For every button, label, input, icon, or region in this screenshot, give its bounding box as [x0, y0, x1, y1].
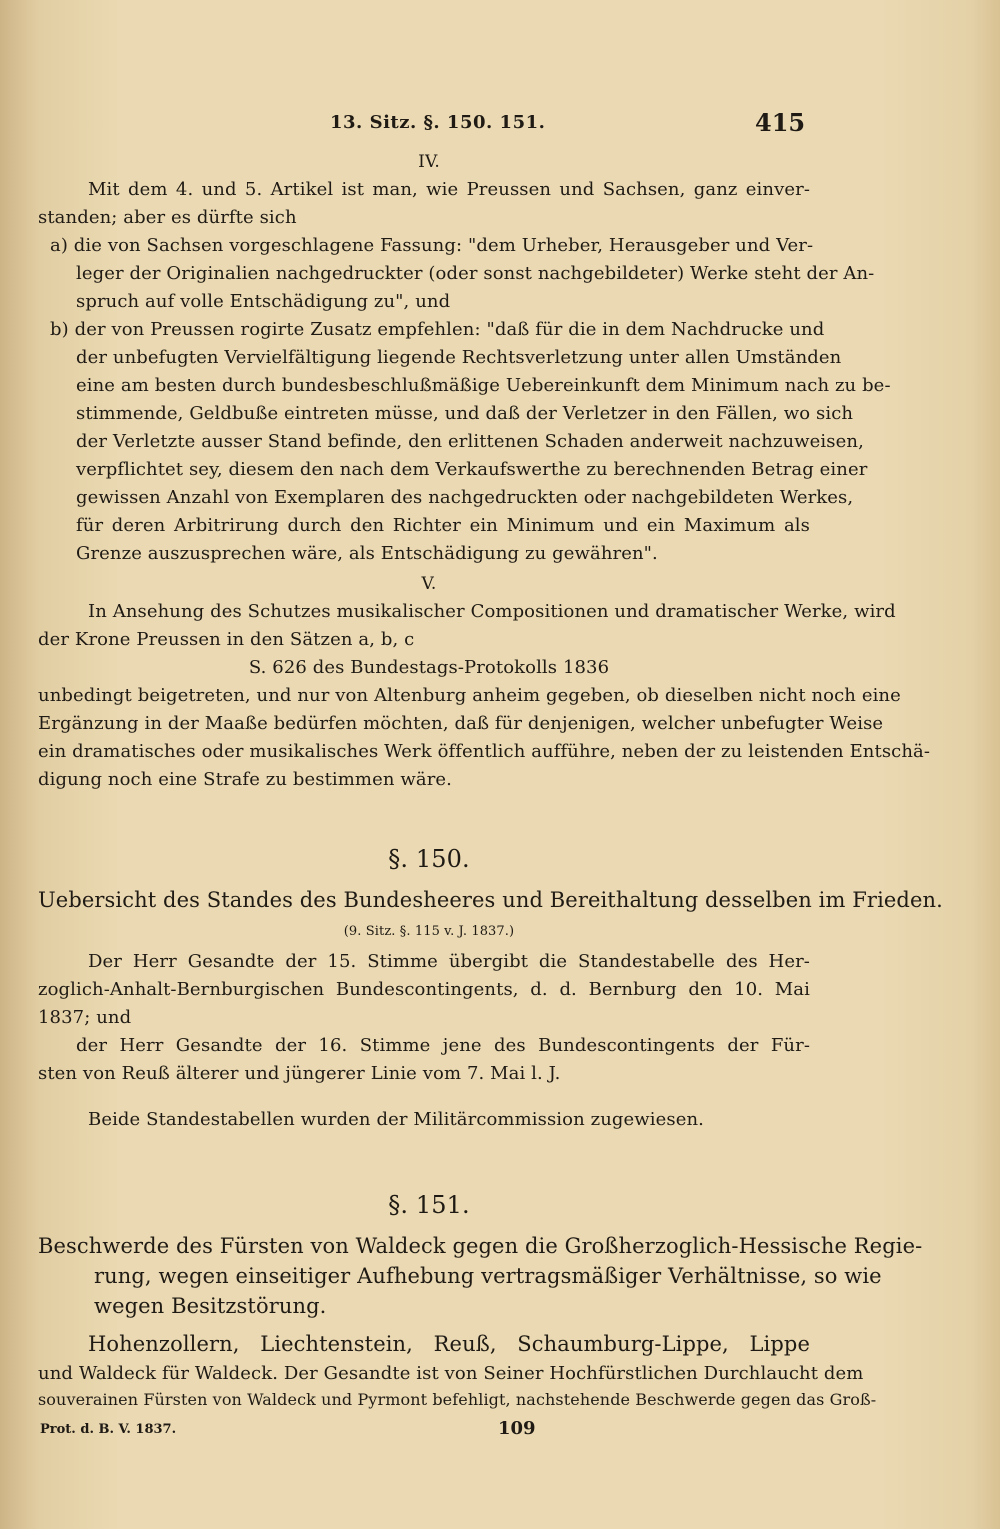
text-line: gewissen Anzahl von Exemplaren des nachgedruckten oder nachgebildeten Werkes,: [76, 487, 854, 508]
section-reference: (9. Sitz. §. 115 v. J. 1837.): [343, 924, 515, 939]
text-line: leger der Originalien nachgedruckter (oder sonst nachgebildeter) Werke steht der An-: [76, 263, 875, 284]
running-head: [0, 108, 1000, 142]
text-line: und Waldeck für Waldeck. Der Gesandte ist von Seiner Hochfürstlichen Durchlaucht dem: [38, 1363, 864, 1384]
text-line: Mit dem 4. und 5. Artikel ist man, wie Preussen und Sachsen, ganz einver-: [88, 179, 810, 200]
text-line: unbedingt beigetreten, und nur von Altenburg anheim gegeben, ob dieselben nicht noch eine: [38, 685, 901, 706]
section-numeral: IV.: [418, 152, 440, 172]
text-line: stimmende, Geldbuße eintreten müsse, und daß der Verletzer in den Fällen, wo sich: [76, 403, 854, 424]
text-line: 1837; und: [38, 1007, 132, 1028]
text-line: standen; aber es dürfte sich: [38, 207, 297, 228]
section-title: Beschwerde des Fürsten von Waldeck gegen die Großherzoglich-Hessische Regie-: [38, 1234, 923, 1258]
text-line: Hohenzollern, Liechtenstein, Reuß, Schaumburg-Lippe, Lippe: [88, 1332, 810, 1356]
text-line: Beide Standestabellen wurden der Militärcommission zugewiesen.: [88, 1109, 704, 1130]
text-line: der Verletzte ausser Stand befinde, den erlittenen Schaden anderweit nachzuweisen,: [76, 431, 864, 452]
page-number: 415: [755, 108, 806, 137]
text-line: eine am besten durch bundesbeschlußmäßige Uebereinkunft dem Minimum nach zu be-: [76, 375, 891, 396]
sheet-number: 109: [498, 1418, 536, 1439]
text-line: a) die von Sachsen vorgeschlagene Fassung: "dem Urheber, Herausgeber und Ver-: [50, 235, 814, 256]
section-title: Uebersicht des Standes des Bundesheeres und Bereithaltung desselben im Frieden.: [38, 888, 943, 912]
running-title: 13. Sitz. §. 150. 151.: [330, 112, 546, 133]
text-line: spruch auf volle Entschädigung zu", und: [76, 291, 451, 312]
text-line: S. 626 des Bundestags-Protokolls 1836: [248, 657, 610, 678]
text-line: Der Herr Gesandte der 15. Stimme übergibt die Standestabelle des Her-: [88, 951, 810, 972]
section-numeral: V.: [421, 574, 437, 594]
text-line: In Ansehung des Schutzes musikalischer Compositionen und dramatischer Werke, wird: [88, 601, 896, 622]
text-line: Grenze auszusprechen wäre, als Entschädigung zu gewähren".: [76, 543, 658, 564]
signature-mark: Prot. d. B. V. 1837.: [40, 1422, 177, 1437]
text-line: Ergänzung in der Maaße bedürfen möchten, daß für denjenigen, welcher unbefugter Weise: [38, 713, 884, 734]
text-line: digung noch eine Strafe zu bestimmen wäre.: [38, 769, 452, 790]
section-heading: §. 150.: [388, 845, 470, 873]
text-line: der Krone Preussen in den Sätzen a, b, c: [38, 629, 415, 650]
text-line: b) der von Preussen rogirte Zusatz empfehlen: "daß für die in dem Nachdrucke und: [50, 319, 825, 340]
text-line: zoglich-Anhalt-Bernburgischen Bundescontingents, d. d. Bernburg den 10. Mai: [38, 979, 810, 1000]
text-line: souverainen Fürsten von Waldeck und Pyrmont befehligt, nachstehende Beschwerde gegen das Groß-: [38, 1390, 877, 1409]
text-line: ein dramatisches oder musikalisches Werk öffentlich aufführe, neben der zu leistenden Entschä-: [38, 741, 931, 762]
text-line: für deren Arbitrirung durch den Richter ein Minimum und ein Maximum als: [76, 515, 810, 536]
text-line: verpflichtet sey, diesem den nach dem Verkaufswerthe zu berechnenden Betrag einer: [76, 459, 868, 480]
section-heading: §. 151.: [388, 1191, 470, 1219]
text-line: der unbefugten Vervielfältigung liegende Rechtsverletzung unter allen Umständen: [76, 347, 842, 368]
text-line: der Herr Gesandte der 16. Stimme jene des Bundescontingents der Für-: [76, 1035, 810, 1056]
page-footer: [0, 1418, 1000, 1448]
section-title: rung, wegen einseitiger Aufhebung vertragsmäßiger Verhältnisse, so wie: [94, 1264, 882, 1288]
text-line: sten von Reuß älterer und jüngerer Linie vom 7. Mai l. J.: [38, 1063, 561, 1084]
section-title: wegen Besitzstörung.: [94, 1294, 327, 1318]
